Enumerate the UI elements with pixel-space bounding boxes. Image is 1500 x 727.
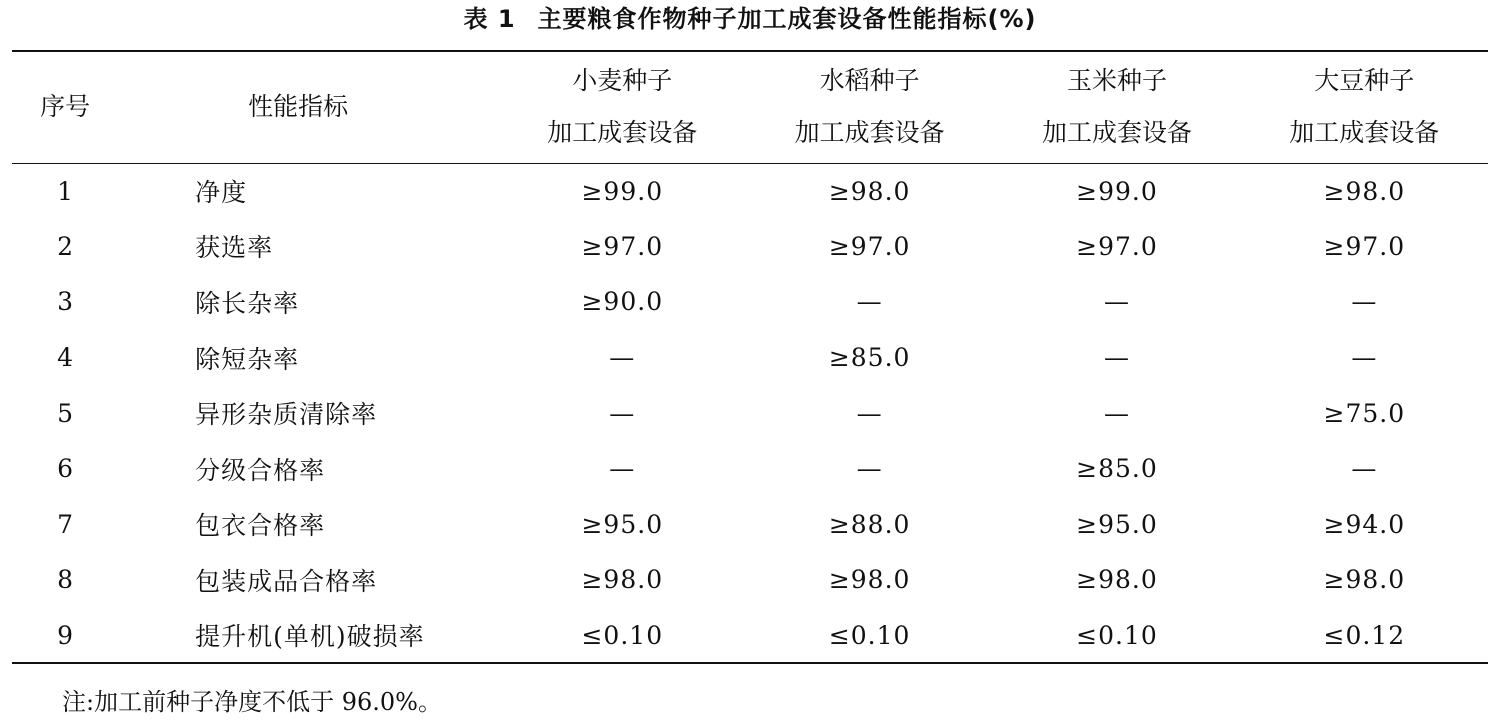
cell-wheat: ≥98.0 <box>581 565 664 595</box>
row-index: 7 <box>57 509 74 539</box>
table-row <box>12 608 1488 664</box>
header-soybean-line2: 加工成套设备 <box>1289 118 1440 148</box>
table-title: 主要粮食作物种子加工成套设备性能指标(%) <box>537 5 1037 33</box>
cell-corn: ≥95.0 <box>1076 509 1158 539</box>
header-rice-line2: 加工成套设备 <box>794 118 945 148</box>
cell-rice: — <box>856 287 883 317</box>
cell-rice: ≥98.0 <box>828 565 911 595</box>
header-wheat-line2: 加工成套设备 <box>547 118 698 148</box>
cell-wheat: — <box>609 398 636 428</box>
table-row <box>12 163 1488 219</box>
cell-rice: ≥97.0 <box>828 231 911 261</box>
row-indicator: 除短杂率 <box>195 344 300 374</box>
cell-soybean: — <box>1351 343 1378 373</box>
cell-wheat: — <box>609 454 636 484</box>
table-row <box>12 330 1488 386</box>
cell-wheat: ≥97.0 <box>581 231 664 261</box>
table-caption <box>0 2 1500 36</box>
cell-soybean: ≤0.12 <box>1323 620 1406 650</box>
row-indicator: 包装成品合格率 <box>195 566 378 596</box>
row-indicator: 异形杂质清除率 <box>195 400 378 430</box>
cell-rice: ≥88.0 <box>828 509 911 539</box>
row-indicator: 除长杂率 <box>195 288 300 318</box>
performance-table <box>12 50 1488 664</box>
table-row <box>12 385 1488 441</box>
row-indicator: 提升机(单机)破损率 <box>195 622 425 652</box>
table-footnote: 注:加工前种子净度不低于 96.0%。 <box>62 688 442 716</box>
table-row <box>12 552 1488 608</box>
header-wheat-line1: 小麦种子 <box>572 66 673 96</box>
row-indicator: 净度 <box>195 178 248 208</box>
row-index: 4 <box>57 343 74 373</box>
cell-soybean: ≥98.0 <box>1323 176 1406 206</box>
cell-rice: — <box>856 398 883 428</box>
cell-rice: ≥85.0 <box>828 343 911 373</box>
header-corn-line2: 加工成套设备 <box>1041 118 1192 148</box>
cell-wheat: ≥90.0 <box>581 287 664 317</box>
cell-wheat: ≤0.10 <box>581 620 664 650</box>
table-header <box>12 51 1488 163</box>
header-soybean <box>1241 51 1488 163</box>
cell-wheat: ≥99.0 <box>581 176 664 206</box>
table-row <box>12 441 1488 497</box>
header-wheat <box>499 51 746 163</box>
cell-corn: ≥99.0 <box>1076 176 1158 206</box>
row-index: 3 <box>57 287 74 317</box>
cell-soybean: — <box>1351 454 1378 484</box>
header-corn-line1: 玉米种子 <box>1066 66 1167 96</box>
cell-corn: ≥98.0 <box>1076 565 1158 595</box>
header-soybean-line1: 大豆种子 <box>1314 66 1415 96</box>
header-index: 序号 <box>12 51 118 163</box>
row-index: 1 <box>57 176 74 206</box>
header-rice <box>746 51 993 163</box>
table-body <box>12 163 1488 663</box>
cell-wheat: ≥95.0 <box>581 509 664 539</box>
cell-corn: — <box>1103 287 1130 317</box>
cell-corn: ≤0.10 <box>1076 620 1158 650</box>
row-indicator: 包衣合格率 <box>195 511 326 541</box>
cell-corn: ≥85.0 <box>1076 454 1158 484</box>
table-number: 表 1 <box>463 5 516 33</box>
row-index: 2 <box>57 231 74 261</box>
cell-rice: ≥98.0 <box>828 176 911 206</box>
row-index: 5 <box>57 398 74 428</box>
row-index: 8 <box>57 565 74 595</box>
cell-rice: ≤0.10 <box>828 620 911 650</box>
row-index: 9 <box>57 620 74 650</box>
header-indicator: 性能指标 <box>118 51 499 163</box>
cell-soybean: — <box>1351 287 1378 317</box>
cell-corn: ≥97.0 <box>1076 231 1158 261</box>
row-indicator: 分级合格率 <box>195 455 326 485</box>
header-corn <box>993 51 1240 163</box>
row-indicator: 获选率 <box>195 233 274 263</box>
row-index: 6 <box>57 454 74 484</box>
cell-soybean: ≥97.0 <box>1323 231 1406 261</box>
table-row <box>12 219 1488 275</box>
table-row <box>12 497 1488 553</box>
cell-wheat: — <box>609 343 636 373</box>
cell-rice: — <box>856 454 883 484</box>
cell-soybean: ≥98.0 <box>1323 565 1406 595</box>
cell-corn: — <box>1103 343 1130 373</box>
cell-soybean: ≥75.0 <box>1323 398 1406 428</box>
cell-soybean: ≥94.0 <box>1323 509 1406 539</box>
header-rice-line1: 水稻种子 <box>819 66 920 96</box>
cell-corn: — <box>1103 398 1130 428</box>
header-row <box>12 51 1488 163</box>
table-row <box>12 274 1488 330</box>
